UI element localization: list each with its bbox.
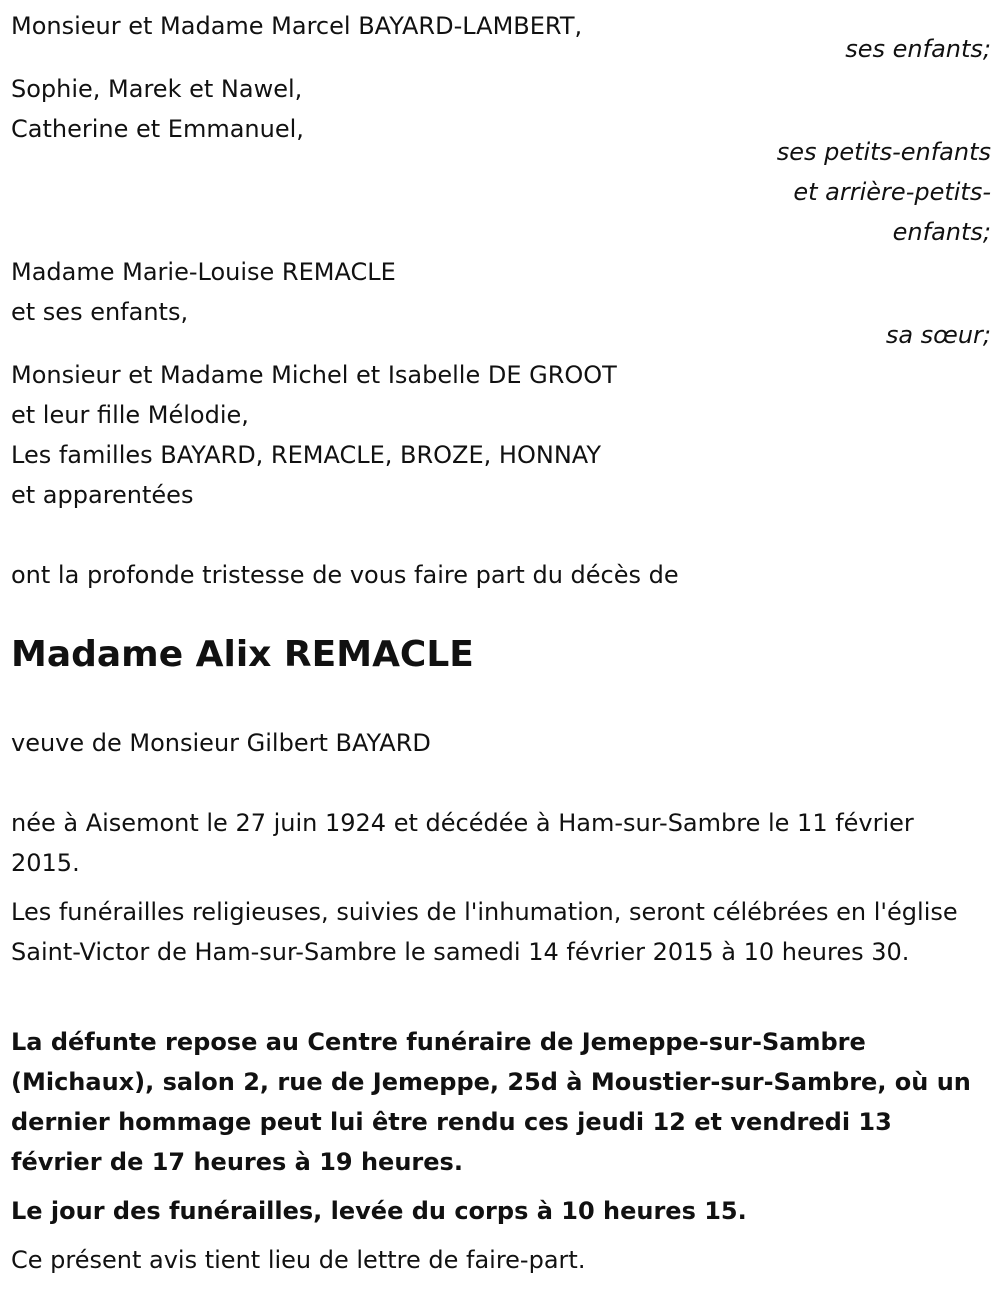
sister-line-2: et ses enfants, xyxy=(11,298,189,326)
grandchildren-role-line-1: ses petits-enfants xyxy=(776,138,991,166)
procession-paragraph: Le jour des funérailles, levée du corps à 10 heures 15. xyxy=(11,1197,747,1225)
children-names: Monsieur et Madame Marcel BAYARD-LAMBERT, xyxy=(11,12,583,40)
funeral-paragraph: Les funérailles religieuses, suivies de l'inhumation, seront célébrées en l'église Saint-Victor de Ham-sur-Sambre le samedi 14 février 2015 à 10 heures 30. xyxy=(11,898,958,966)
announcement-intro: ont la profonde tristesse de vous faire part du décès de xyxy=(11,561,679,589)
closing-paragraph: Ce présent avis tient lieu de lettre de faire-part. xyxy=(11,1246,586,1274)
others-line-1: Monsieur et Madame Michel et Isabelle DE GROOT xyxy=(11,361,617,389)
widow-of: veuve de Monsieur Gilbert BAYARD xyxy=(11,729,431,757)
others-line-3: Les familles BAYARD, REMACLE, BROZE, HONNAY xyxy=(11,441,601,469)
grandchildren-role-line-2: et arrière-petits- xyxy=(793,178,991,206)
sister-role: sa sœur; xyxy=(885,321,991,349)
birth-death-paragraph: née à Aisemont le 27 juin 1924 et décédée à Ham-sur-Sambre le 11 février 2015. xyxy=(11,809,914,877)
children-role: ses enfants; xyxy=(845,35,991,63)
visitation-paragraph: La défunte repose au Centre funéraire de Jemeppe-sur-Sambre (Michaux), salon 2, rue de Jemeppe, 25d à Moustier-sur-Sambre, où un dernier hommage peut lui être rendu ces jeudi 12 et vendredi 13 février de 17 heures à 19 heures. xyxy=(11,1028,971,1176)
grandchildren-role-line-3: enfants; xyxy=(892,218,991,246)
others-line-2: et leur fille Mélodie, xyxy=(11,401,249,429)
obituary-notice xyxy=(11,0,991,1295)
sister-line-1: Madame Marie-Louise REMACLE xyxy=(11,258,396,286)
grandchildren-line-2: Catherine et Emmanuel, xyxy=(11,115,304,143)
grandchildren-line-1: Sophie, Marek et Nawel, xyxy=(11,75,303,103)
deceased-name: Madame Alix REMACLE xyxy=(11,634,474,675)
others-line-4: et apparentées xyxy=(11,481,194,509)
